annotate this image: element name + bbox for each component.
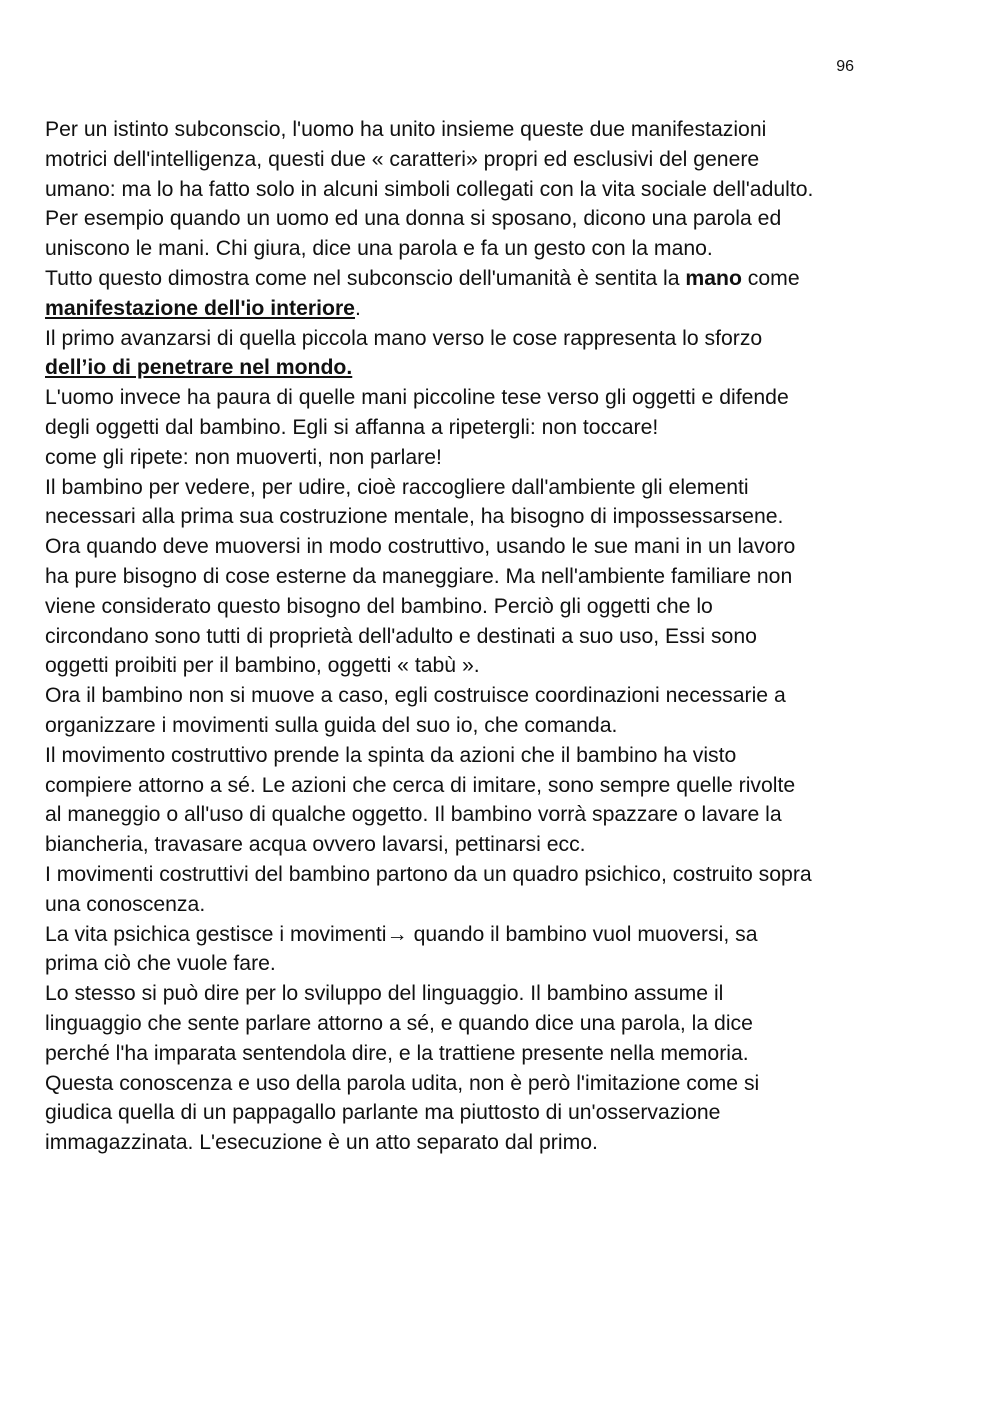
text-line: degli oggetti dal bambino. Egli si affanna a ripetergli: non toccare!: [45, 415, 659, 439]
text-line: prima ciò che vuole fare.: [45, 952, 276, 976]
text-line: Ora quando deve muoversi in modo costruttivo, usando le sue mani in un lavoro: [45, 535, 796, 559]
text-line: come gli ripete: non muoverti, non parlare!: [45, 445, 442, 469]
text-line: Il movimento costruttivo prende la spinta da azioni che il bambino ha visto: [45, 743, 737, 767]
text-line: giudica quella di un pappagallo parlante ma piuttosto di un'osservazione: [45, 1101, 721, 1125]
text-line: Il primo avanzarsi di quella piccola mano verso le cose rappresenta lo sforzo: [45, 326, 763, 350]
text-segment: Tutto questo dimostra come nel subconscio dell'umanità è sentita la: [45, 266, 686, 290]
emphasized-phrase: manifestazione dell'io interiore: [45, 296, 355, 320]
text-line: linguaggio che sente parlare attorno a sé, e quando dice una parola, la dice: [45, 1011, 753, 1035]
text-line: Questa conoscenza e uso della parola udita, non è però l'imitazione come si: [45, 1071, 760, 1095]
text-line: [45, 264, 875, 294]
text-line: umano: ma lo ha fatto solo in alcuni simboli collegati con la vita sociale dell'adulto.: [45, 177, 814, 201]
text-line: [45, 353, 875, 383]
text-line: necessari alla prima sua costruzione mentale, ha bisogno di impossessarsene.: [45, 505, 784, 529]
text-line: uniscono le mani. Chi giura, dice una parola e fa un gesto con la mano.: [45, 237, 713, 261]
text-line: Il bambino per vedere, per udire, cioè raccogliere dall'ambiente gli elementi: [45, 475, 749, 499]
text-line: circondano sono tutti di proprietà dell'adulto e destinati a suo uso, Essi sono: [45, 624, 757, 648]
text-line: una conoscenza.: [45, 892, 206, 916]
page-number: 96: [836, 58, 854, 75]
text-line: biancheria, travasare acqua ovvero lavarsi, pettinarsi ecc.: [45, 833, 586, 857]
emphasized-phrase: dell’io di penetrare nel mondo.: [45, 356, 353, 380]
text-line: motrici dell'intelligenza, questi due « caratteri» propri ed esclusivi del genere: [45, 147, 760, 171]
body-text: [45, 115, 875, 1158]
text-line: ha pure bisogno di cose esterne da maneggiare. Ma nell'ambiente familiare non: [45, 564, 793, 588]
text-line: viene considerato questo bisogno del bambino. Perciò gli oggetti che lo: [45, 594, 713, 618]
text-line: [45, 294, 875, 324]
text-line: oggetti proibiti per il bambino, oggetti « tabù ».: [45, 654, 480, 678]
text-line: compiere attorno a sé. Le azioni che cerca di imitare, sono sempre quelle rivolte: [45, 773, 796, 797]
text-line: L'uomo invece ha paura di quelle mani piccoline tese verso gli oggetti e difende: [45, 386, 789, 410]
text-segment: come: [741, 266, 800, 290]
text-line: La vita psichica gestisce i movimenti→ quando il bambino vuol muoversi, sa: [45, 922, 758, 946]
bold-word: mano: [685, 266, 742, 290]
text-line: I movimenti costruttivi del bambino partono da un quadro psichico, costruito sopra: [45, 862, 812, 886]
text-line: immagazzinata. L'esecuzione è un atto separato dal primo.: [45, 1131, 598, 1155]
text-segment: .: [354, 296, 361, 320]
text-line: Ora il bambino non si muove a caso, egli costruisce coordinazioni necessarie a: [45, 684, 786, 708]
text-line: Per esempio quando un uomo ed una donna si sposano, dicono una parola ed: [45, 207, 782, 231]
text-line: Lo stesso si può dire per lo sviluppo del linguaggio. Il bambino assume il: [45, 982, 724, 1006]
text-line: Per un istinto subconscio, l'uomo ha unito insieme queste due manifestazioni: [45, 118, 767, 141]
text-line: organizzare i movimenti sulla guida del suo io, che comanda.: [45, 713, 618, 737]
text-line: al maneggio o all'uso di qualche oggetto. Il bambino vorrà spazzare o lavare la: [45, 803, 782, 827]
text-line: perché l'ha imparata sentendola dire, e la trattiene presente nella memoria.: [45, 1041, 749, 1065]
